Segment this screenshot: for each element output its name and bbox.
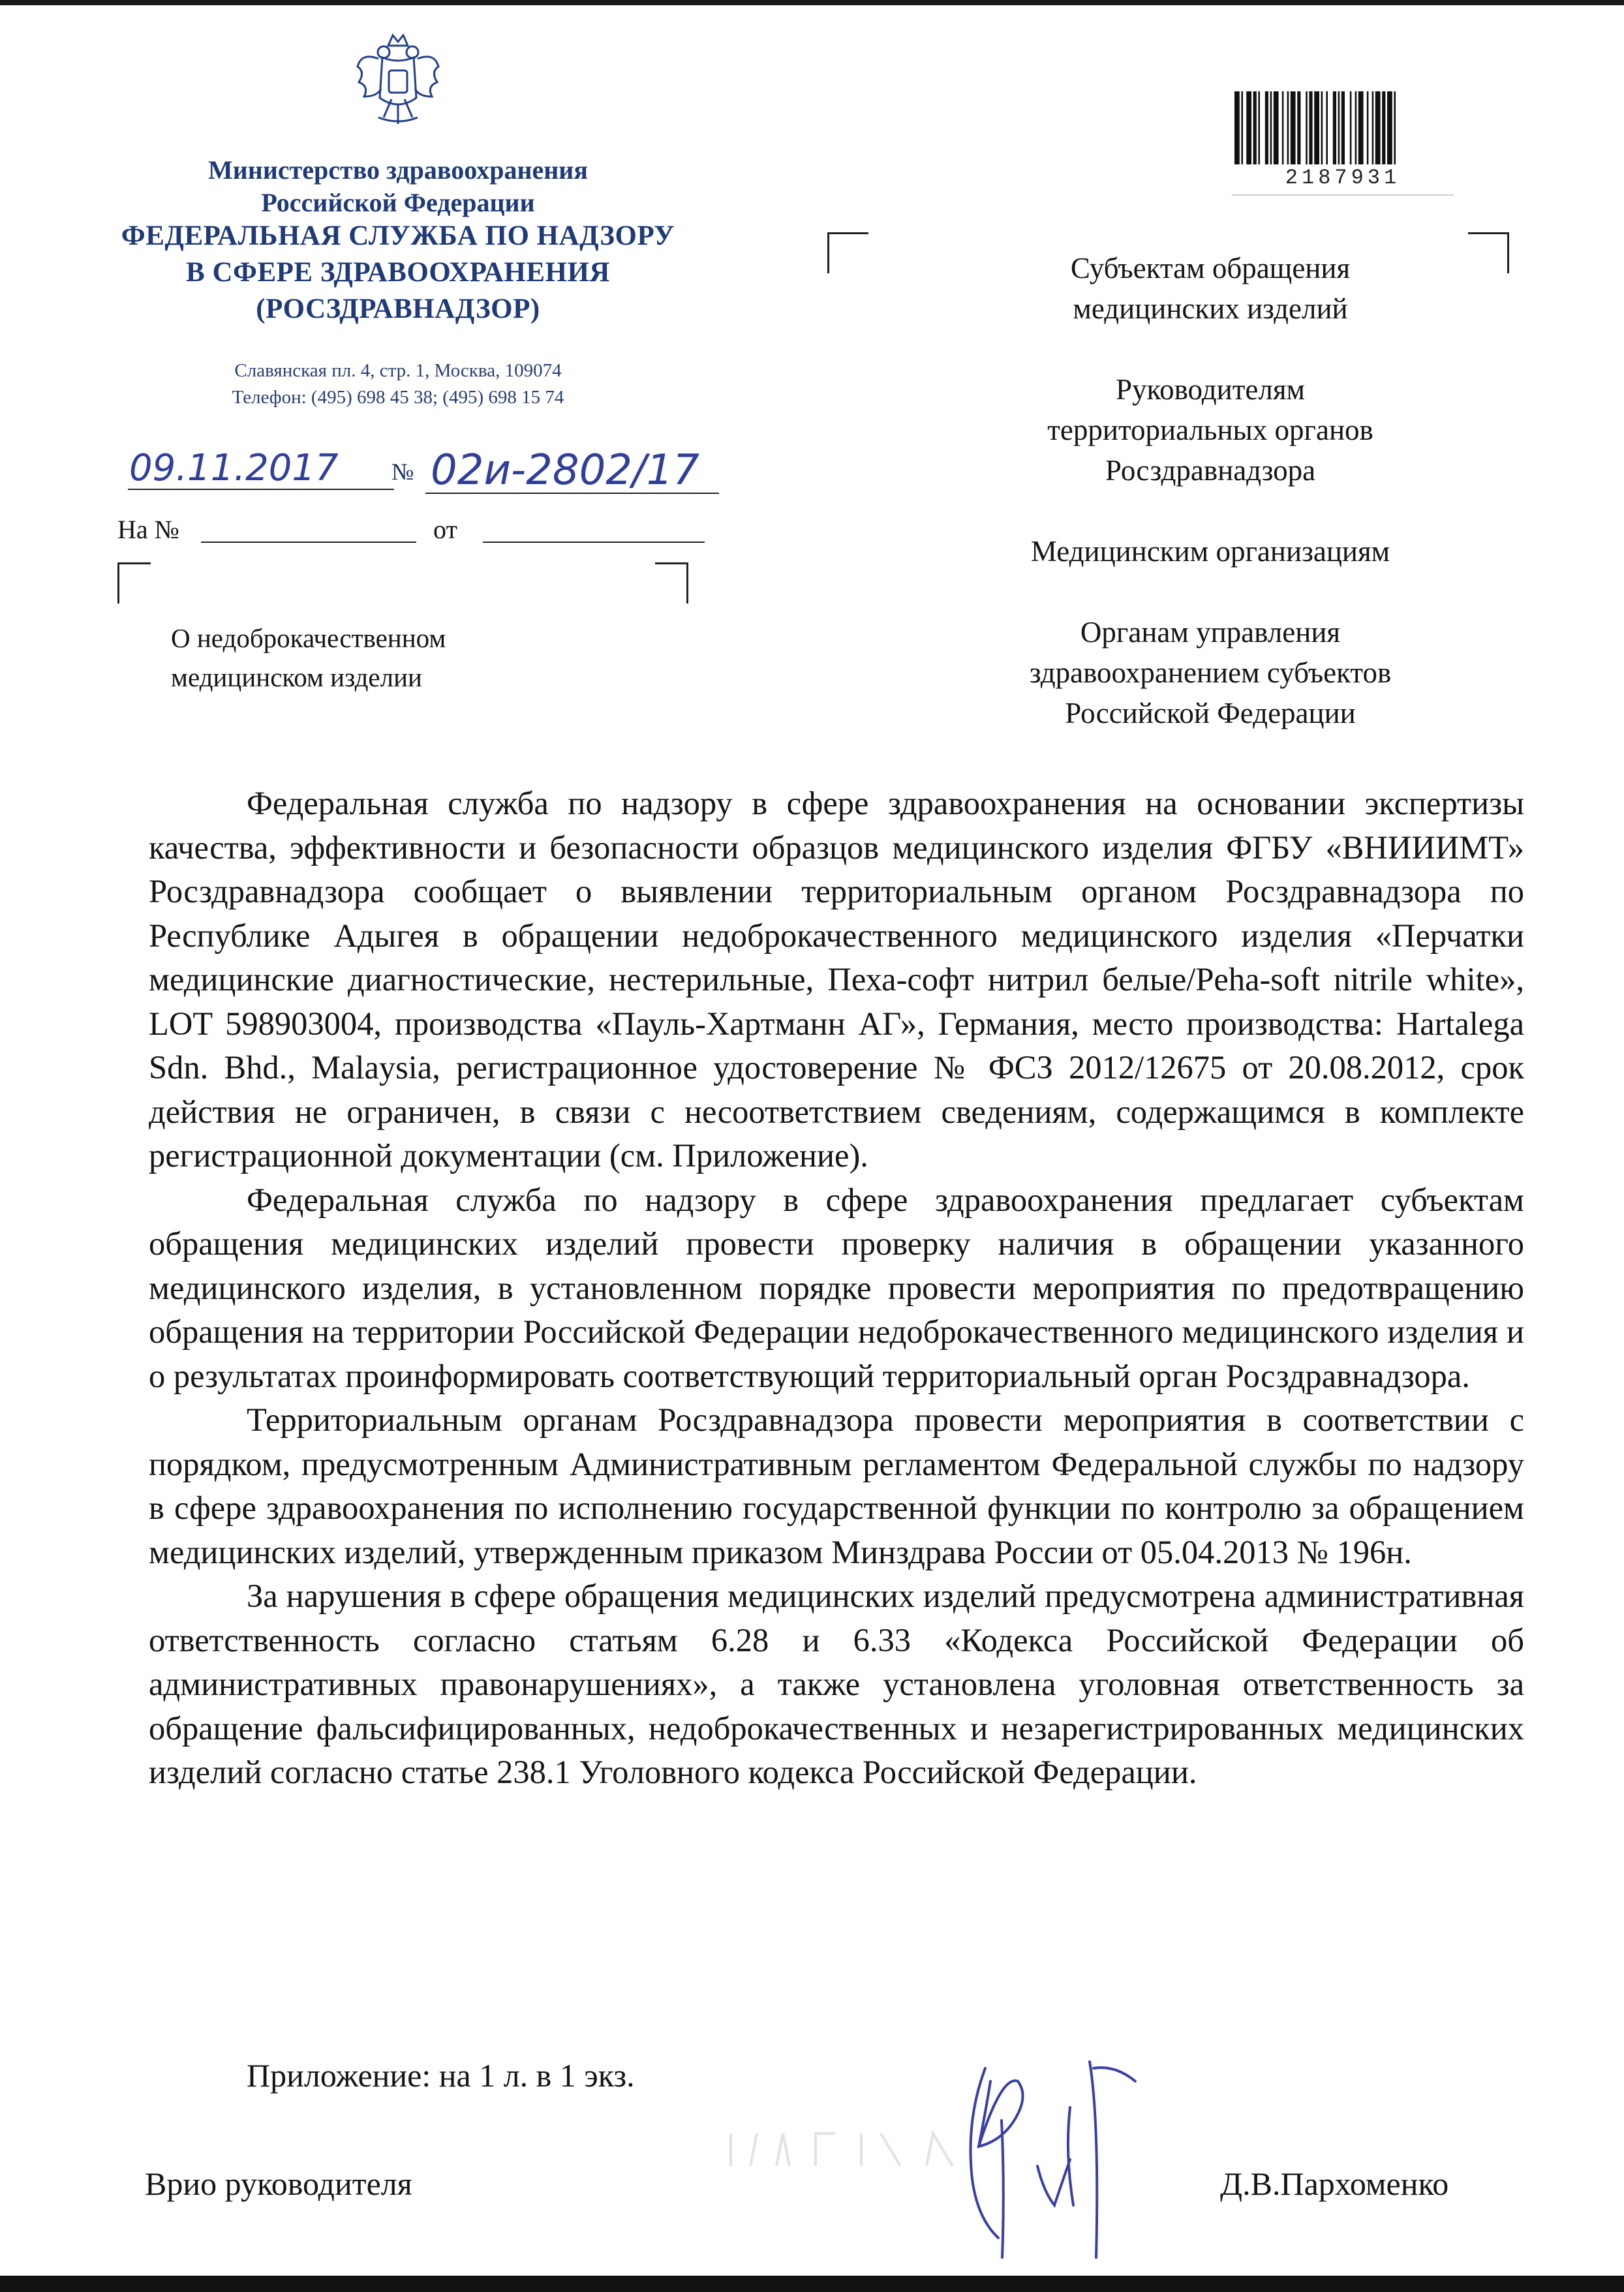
barcode-bar <box>1367 91 1369 164</box>
barcode-bar <box>1246 91 1251 164</box>
recipient-line: Российской Федерации <box>1065 697 1356 729</box>
recipient-line: Росздравнадзора <box>1105 454 1316 487</box>
body-paragraph: Территориальным органам Росздравнадзора провести мероприятия в соответствии с порядком, предусмотренным Административным регламентом Федеральной службы по надзору в сфере здравоохранения по исполнению государственной функции по контролю за обращением медицинских изделий, утвержденным приказом Минздрава России от 05.04.2013 № 196н. <box>149 1401 1524 1570</box>
barcode-bar <box>1253 91 1257 164</box>
barcode-bar <box>1314 91 1319 164</box>
barcode-bar <box>1321 91 1323 164</box>
barcode-bar <box>1338 91 1340 164</box>
barcode-bar <box>1258 91 1260 164</box>
reply-date-blank <box>483 542 705 543</box>
signature <box>940 2042 1155 2264</box>
body-paragraph: Федеральная служба по надзору в сфере здравоохранения на основании экспертизы качества, эффективности и безопасности образцов медицинского изделия ФГБУ «ВНИИИМТ» Росздравнадзора сообщает о выявлении территориальным органом Росздравнадзора по Республике Адыгея в обращении недоброкачественного медицинского изделия «Перчатки медицинские диагностические, нестерильные, Пеха-софт нитрил белые/Peha-soft nitrile white», LOT 598903004, производства «Пауль-Хартманн АГ», Германия, место производства: Hartalega Sdn. Bhd., Malaysia, регистрационное удостоверение № ФСЗ 2012/12675 от 20.08.2012, срок действия не ограничен, в связи с несоответствием сведениям, содержащимся в комплекте регистрационной документации (см. Приложение). <box>149 785 1524 1174</box>
subject-corner-right <box>655 562 688 604</box>
barcode-bar <box>1265 91 1268 164</box>
body-paragraph: За нарушения в сфере обращения медицинских изделий предусмотрена административная ответственность согласно статьям 6.28 и 6.33 «Кодекса Российской Федерации об административных правонарушениях», а также установлена уголовная ответственность за обращение фальсифицированных, недоброкачественных и незарегистрированных медицинских изделий согласно статье 238.1 Уголовного кодекса Российской Федерации. <box>149 1578 1524 1790</box>
recipient-group <box>868 248 1553 329</box>
registration-number <box>425 424 823 501</box>
barcode-bar <box>1274 91 1279 164</box>
barcode-bar <box>1270 91 1272 164</box>
barcode-bar <box>1341 91 1345 164</box>
barcode-bar <box>1355 91 1357 164</box>
recipients-block <box>868 248 1553 774</box>
recipient-line: Субъектам обращения <box>1070 252 1351 284</box>
emblem-icon <box>352 26 444 130</box>
service-line: ФЕДЕРАЛЬНАЯ СЛУЖБА ПО НАДЗОРУ <box>121 221 675 251</box>
barcode-bar <box>1234 91 1240 164</box>
from-label: от <box>433 515 457 544</box>
recipient-line: территориальных органов <box>1047 414 1373 446</box>
address-block <box>85 358 711 411</box>
subject-line: медицинском изделии <box>171 662 422 692</box>
recipient-line: медицинских изделий <box>1073 292 1348 325</box>
attachment-note: Приложение: на 1 л. в 1 экз. <box>247 2057 635 2094</box>
registration-date <box>128 444 395 495</box>
barcode-bar <box>1306 91 1308 164</box>
recipient-line: Органам управления <box>1080 616 1341 649</box>
recipient-group <box>868 612 1553 733</box>
barcode-bar <box>1387 91 1392 164</box>
barcode-bar <box>1382 91 1385 164</box>
address-line: Славянская пл. 4, стр. 1, Москва, 109074 <box>234 360 562 381</box>
recipient-line: Медицинским организациям <box>1030 535 1390 568</box>
barcode-bar <box>1394 91 1396 164</box>
address-line: Телефон: (495) 698 45 38; (495) 698 15 74 <box>232 387 564 408</box>
service-name <box>85 218 711 328</box>
service-line: В СФЕРЕ ЗДРАВООХРАНЕНИЯ <box>186 257 610 288</box>
barcode-bar <box>1241 91 1243 164</box>
barcode <box>1232 91 1454 164</box>
letter-subject <box>171 619 575 697</box>
barcode-bar <box>1372 91 1374 164</box>
barcode-bar <box>1291 91 1296 164</box>
registration-date-text: 09.11.2017 <box>129 447 339 489</box>
barcode-bar <box>1297 91 1300 164</box>
ministry-line: Министерство здравоохранения <box>208 155 588 185</box>
barcode-bar <box>1282 91 1284 164</box>
barcode-bar <box>1375 91 1381 164</box>
service-line: (РОСЗДРАВНАДЗОР) <box>256 294 540 324</box>
barcode-bar <box>1287 91 1289 164</box>
reply-reference <box>117 514 705 547</box>
scan-edge-bottom <box>0 2276 1624 2292</box>
registration-number-text: 02и-2802/17 <box>431 446 699 495</box>
recipient-group <box>868 369 1553 491</box>
recipient-line: Руководителям <box>1116 373 1305 406</box>
ministry-name <box>85 154 711 219</box>
recipient-line: здравоохранением субъектов <box>1029 656 1392 689</box>
reply-label: На № <box>117 515 179 544</box>
letter-body <box>149 782 1524 1795</box>
barcode-bar <box>1358 91 1364 164</box>
number-label: № <box>391 459 414 485</box>
body-paragraph: Федеральная служба по надзору в сфере здравоохранения предлагает субъектам обращения медицинских изделий провести проверку наличия в обращении указанного медицинского изделия, в установленном порядке провести мероприятия по предотвращению обращения на территории Российской Федерации недоброкачественного медицинского изделия и о результатах проинформировать соответствующий территориальный орган Росздравнадзора. <box>149 1181 1524 1394</box>
addressee-corner-left <box>827 232 868 273</box>
reply-number-blank <box>201 542 416 543</box>
recipient-group <box>868 531 1553 572</box>
signatory-position: Врио руководителя <box>145 2165 412 2202</box>
barcode-bar <box>1333 91 1336 164</box>
signatory-name: Д.В.Пархоменко <box>1220 2165 1449 2202</box>
scan-edge-top <box>0 0 1624 5</box>
barcode-bar <box>1350 91 1352 164</box>
barcode-bar <box>1309 91 1312 164</box>
barcode-number: 2187931 <box>1285 166 1401 190</box>
subject-corner-left <box>117 562 151 604</box>
barcode-underline <box>1232 194 1454 196</box>
ministry-line: Российской Федерации <box>261 188 535 217</box>
barcode-bar <box>1326 91 1328 164</box>
subject-line: О недоброкачественном <box>171 623 446 653</box>
